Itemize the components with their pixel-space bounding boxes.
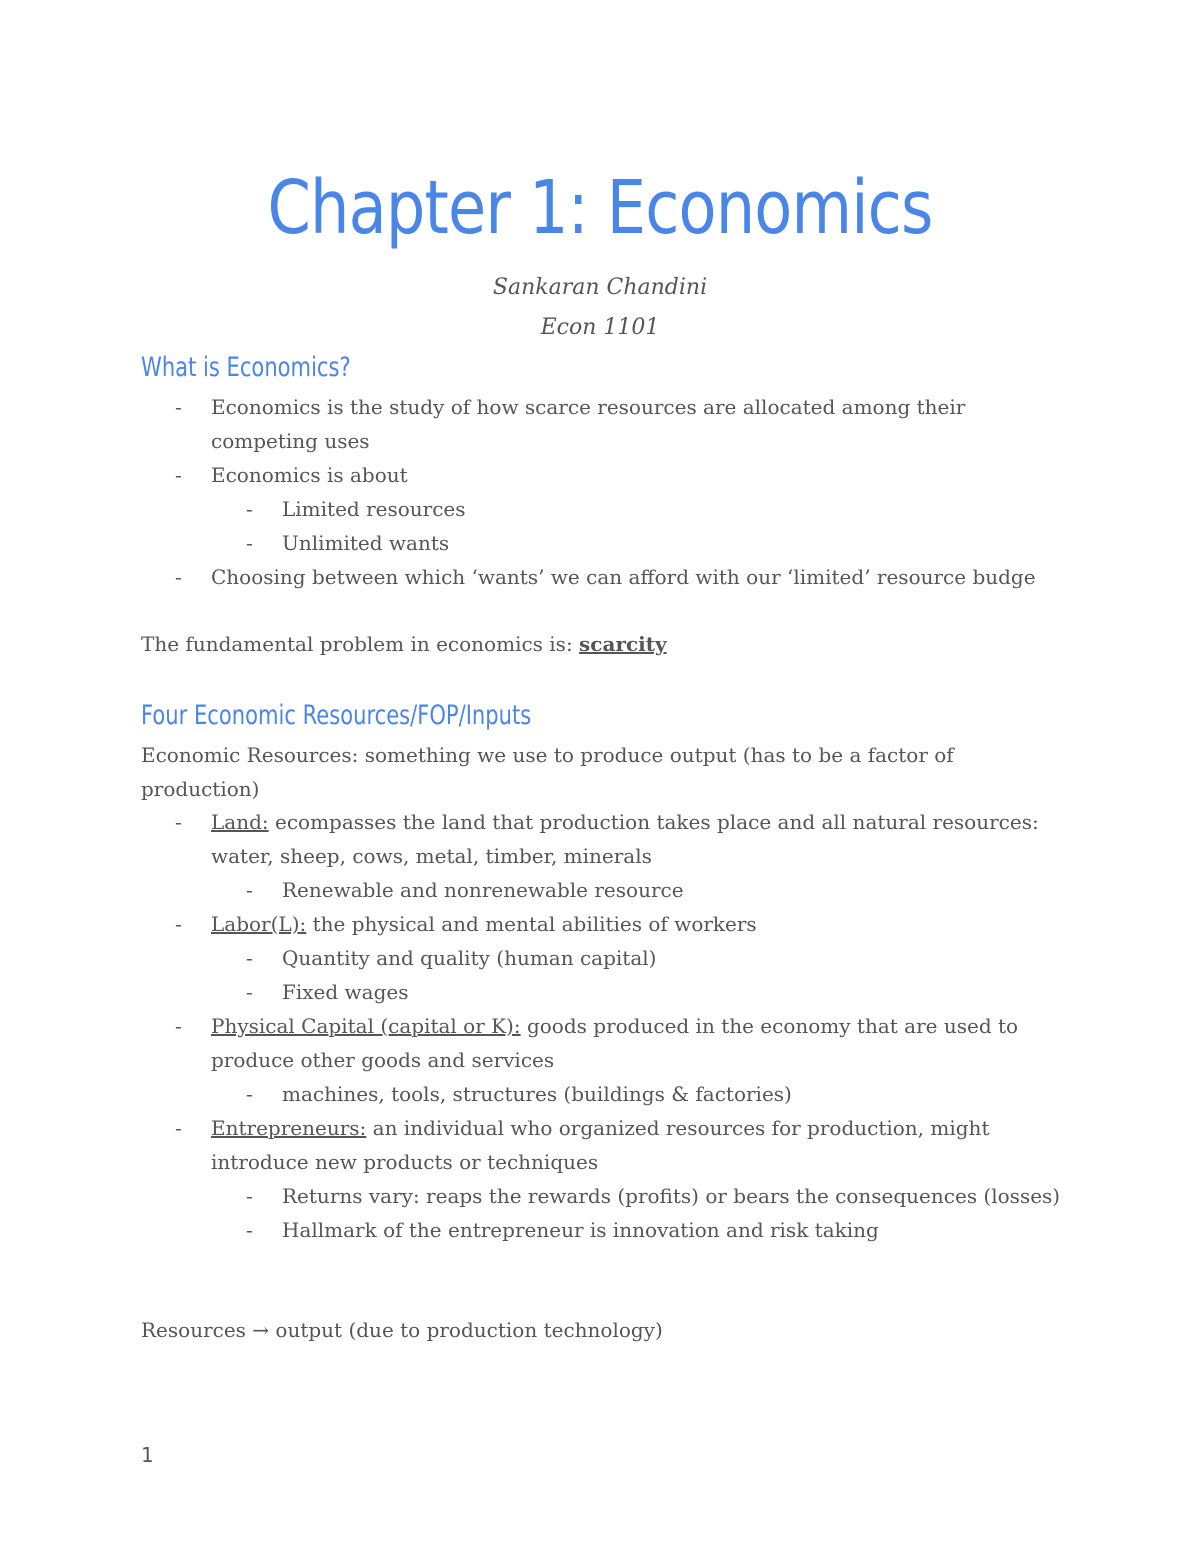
- term-land: Land:: [211, 810, 269, 834]
- sub-list-item: - Hallmark of the entrepreneur is innovation and risk taking: [141, 1213, 1061, 1247]
- bullet-dash: -: [246, 531, 253, 555]
- bullet-dash: -: [246, 980, 253, 1004]
- course-code: Econ 1101: [540, 315, 660, 340]
- bullet-dash: -: [246, 1184, 253, 1208]
- bullet-dash: -: [246, 878, 253, 902]
- author-name: Sankaran Chandini: [492, 275, 708, 300]
- section1-list: [141, 390, 1061, 594]
- bullet-dash: -: [246, 1218, 253, 1242]
- page-number: 1: [141, 1443, 154, 1467]
- scarcity-term: scarcity: [579, 632, 667, 656]
- term-labor: Labor(L):: [211, 912, 307, 936]
- list-item-labor: - Labor(L): the physical and mental abilities of workers: [141, 907, 1061, 941]
- term-physical-capital: Physical Capital (capital or K):: [211, 1014, 521, 1038]
- section-heading-what-is-economics: What is Economics?: [141, 352, 351, 383]
- bullet-dash: -: [175, 810, 182, 834]
- section2-list: [141, 805, 1061, 1247]
- bullet-dash: -: [175, 1014, 182, 1038]
- bullet-dash: -: [175, 1116, 182, 1140]
- sub-list-item: - Renewable and nonrenewable resource: [141, 873, 1061, 907]
- bullet-dash: -: [246, 1082, 253, 1106]
- section-heading-economic-resources: Four Economic Resources/FOP/Inputs: [141, 700, 532, 731]
- bullet-dash: -: [175, 912, 182, 936]
- sub-list-item: - machines, tools, structures (buildings & factories): [141, 1077, 1061, 1111]
- bullet-dash: -: [175, 565, 182, 589]
- resources-output-note: Resources → output (due to production technology): [141, 1318, 663, 1342]
- list-item-entrepreneurs: - Entrepreneurs: an individual who organized resources for production, might introduce new products or techniques: [141, 1111, 1061, 1179]
- bullet-dash: -: [175, 463, 182, 487]
- list-item-capital: - Physical Capital (capital or K): goods produced in the economy that are used to produce other goods and services: [141, 1009, 1061, 1077]
- sub-list-item: - Limited resources: [141, 492, 1061, 526]
- sub-list-item: - Returns vary: reaps the rewards (profits) or bears the consequences (losses): [141, 1179, 1061, 1213]
- list-item: - Economics is the study of how scarce resources are allocated among their competing uses: [141, 390, 1061, 458]
- sub-list-item: - Fixed wages: [141, 975, 1061, 1009]
- economic-resources-definition: Economic Resources: something we use to produce output (has to be a factor of production): [141, 743, 954, 801]
- fundamental-problem-statement: The fundamental problem in economics is: scarcity: [141, 632, 667, 656]
- list-item: - Economics is about: [141, 458, 1061, 492]
- bullet-dash: -: [175, 395, 182, 419]
- bullet-dash: -: [246, 946, 253, 970]
- sub-list-item: - Unlimited wants: [141, 526, 1061, 560]
- term-entrepreneurs: Entrepreneurs:: [211, 1116, 367, 1140]
- document-title: Chapter 1: Economics: [267, 165, 933, 251]
- list-item-land: - Land: ecompasses the land that production takes place and all natural resources: water, sheep, cows, metal, timber, minerals: [141, 805, 1061, 873]
- sub-list-item: - Quantity and quality (human capital): [141, 941, 1061, 975]
- bullet-dash: -: [246, 497, 253, 521]
- list-item: - Choosing between which ‘wants’ we can afford with our ‘limited’ resource budge: [141, 560, 1061, 594]
